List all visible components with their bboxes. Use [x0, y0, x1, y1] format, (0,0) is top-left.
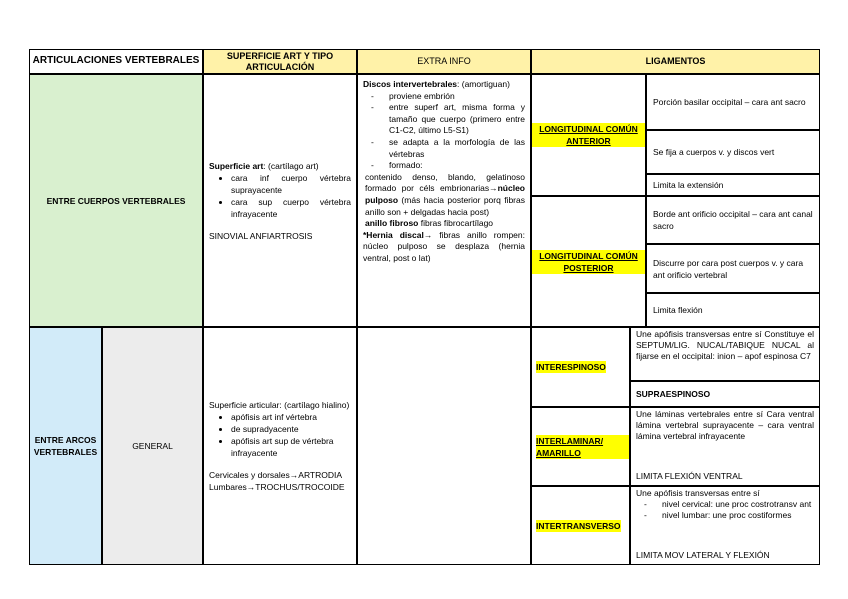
superficie-label: Superficie art — [209, 160, 264, 171]
hernia-title: *Hernia discal — [363, 229, 424, 240]
intertransverso-label: INTERTRANSVERSO — [536, 520, 621, 531]
superficie-item: • cara sup cuerpo vértebra infrayacente — [231, 196, 351, 220]
arcos-superficie-item: • apófisis art sup de vértebra infrayacente — [231, 435, 351, 459]
intertransverso-cell — [531, 486, 630, 565]
ligamento-anterior-cell — [531, 74, 646, 196]
arcos-tipo-cervicales: Cervicales y dorsales→ARTRODIA — [209, 470, 343, 480]
hernia-rest: → fibras anillo rompen: núcleo pulposo se desplaza (hernia ventral, post o lat) — [363, 229, 525, 263]
interlaminar-cell — [531, 407, 630, 486]
intertransverso-limit: LIMITA MOV LATERAL Y FLEXIÓN — [636, 549, 770, 560]
extra-item: - se adapta a la morfología de las vértebras — [371, 137, 525, 160]
header-extra-info: EXTRA INFO — [357, 49, 531, 74]
arcos-general: GENERAL — [102, 327, 203, 565]
interespinoso-label: INTERESPINOSO — [536, 362, 606, 372]
lig-anterior-detail: Porción basilar occipital – cara ant sacro — [646, 74, 820, 130]
interlaminar-details-cell — [630, 407, 820, 486]
extra-item: - proviene embrión — [371, 91, 525, 103]
arcos-superficie-title: Superficie articular: (cartílago hialino) — [209, 400, 350, 410]
tipo-articulacion: SINOVIAL ANFIARTROSIS — [209, 230, 313, 241]
arcos-tipo-lumbares: Lumbares→TROCHUS/TROCOIDE — [209, 482, 345, 492]
interlaminar-limit: LIMITA FLEXIÓN VENTRAL — [636, 470, 743, 481]
extra-item: - entre superf art, misma forma y tamaño que cuerpo (primero entre C1-C2, último L5-S1) — [371, 102, 525, 137]
formado-text: contenido denso, blando, gelatinoso formado por céls embrionarias→ — [365, 171, 525, 194]
superficie-rest: : (cartílago art) — [263, 160, 319, 171]
arcos-superficie-item: • de supradyacente — [231, 423, 351, 435]
anillo-fibroso: anillo fibroso — [365, 218, 419, 229]
lig-anterior-detail: Se fija a cuerpos v. y discos vert — [646, 130, 820, 174]
arcos-superficie — [203, 327, 357, 565]
lig-posterior-detail: Limita flexión — [646, 293, 820, 327]
interespinoso-details: Une apófisis transversas entre sí Constituye el SEPTUM/LIG. NUCAL/TABIQUE NUCAL al fijarse en el occipital: inion – apof espinosa C7 — [630, 327, 820, 381]
lig-posterior-detail: Discurre por cara post cuerpos v. y cara ant orificio vertebral — [646, 244, 820, 293]
cuerpos-superficie — [203, 74, 357, 327]
discos-rest: : (amortiguan) — [457, 79, 510, 89]
ligamento-posterior: LONGITUDINAL COMÚN POSTERIOR — [532, 250, 645, 274]
intertransverso-item: - nivel cervical: une proc costrotransv ant — [644, 499, 814, 510]
arcos-superficie-item: • apófisis art inf vértebra — [231, 411, 351, 423]
lig-anterior-detail: Limita la extensión — [646, 174, 820, 196]
header-articulaciones: ARTICULACIONES VERTEBRALES — [29, 49, 203, 74]
ligamento-anterior: LONGITUDINAL COMÚN ANTERIOR — [532, 123, 645, 147]
row-title-arcos: ENTRE ARCOS VERTEBRALES — [29, 327, 102, 565]
ligamento-posterior-cell — [531, 196, 646, 327]
intertransverso-details-cell — [630, 486, 820, 565]
row-title-cuerpos: ENTRE CUERPOS VERTEBRALES — [29, 74, 203, 327]
nucleo-pulposo: núcleo pulposo — [365, 183, 525, 205]
interlaminar-label: INTERLAMINAR/ AMARILLO — [536, 435, 629, 459]
interlaminar-details: Une láminas vertebrales entre sí Cara ventral lámina vertebral suprayacente – cara ventral lámina vertebral infrayacente — [636, 409, 814, 442]
superficie-item: • cara inf cuerpo vértebra suprayacente — [231, 172, 351, 196]
interespinoso-cell — [531, 327, 630, 407]
lig-posterior-detail: Borde ant orificio occipital – cara ant canal sacro — [646, 196, 820, 244]
header-ligamentos: LIGAMENTOS — [531, 49, 820, 74]
cuerpos-extra-info — [357, 74, 531, 327]
extra-item: - formado: — [371, 160, 525, 172]
discos-title: Discos intervertebrales — [363, 79, 458, 89]
header-superficie: SUPERFICIE ART Y TIPO ARTICULACIÓN — [203, 49, 357, 74]
intertransverso-intro: Une apófisis transversas entre sí — [636, 488, 760, 498]
intertransverso-item: - nivel lumbar: une proc costiformes — [644, 510, 814, 521]
formado-post: (más hacia posterior porq fibras anillo son + delgadas hacia post) — [365, 194, 525, 217]
supraespinoso-label: SUPRAESPINOSO — [630, 381, 820, 407]
arcos-extra-info — [357, 327, 531, 565]
anillo-rest: fibras fibrocartílago — [418, 218, 494, 229]
